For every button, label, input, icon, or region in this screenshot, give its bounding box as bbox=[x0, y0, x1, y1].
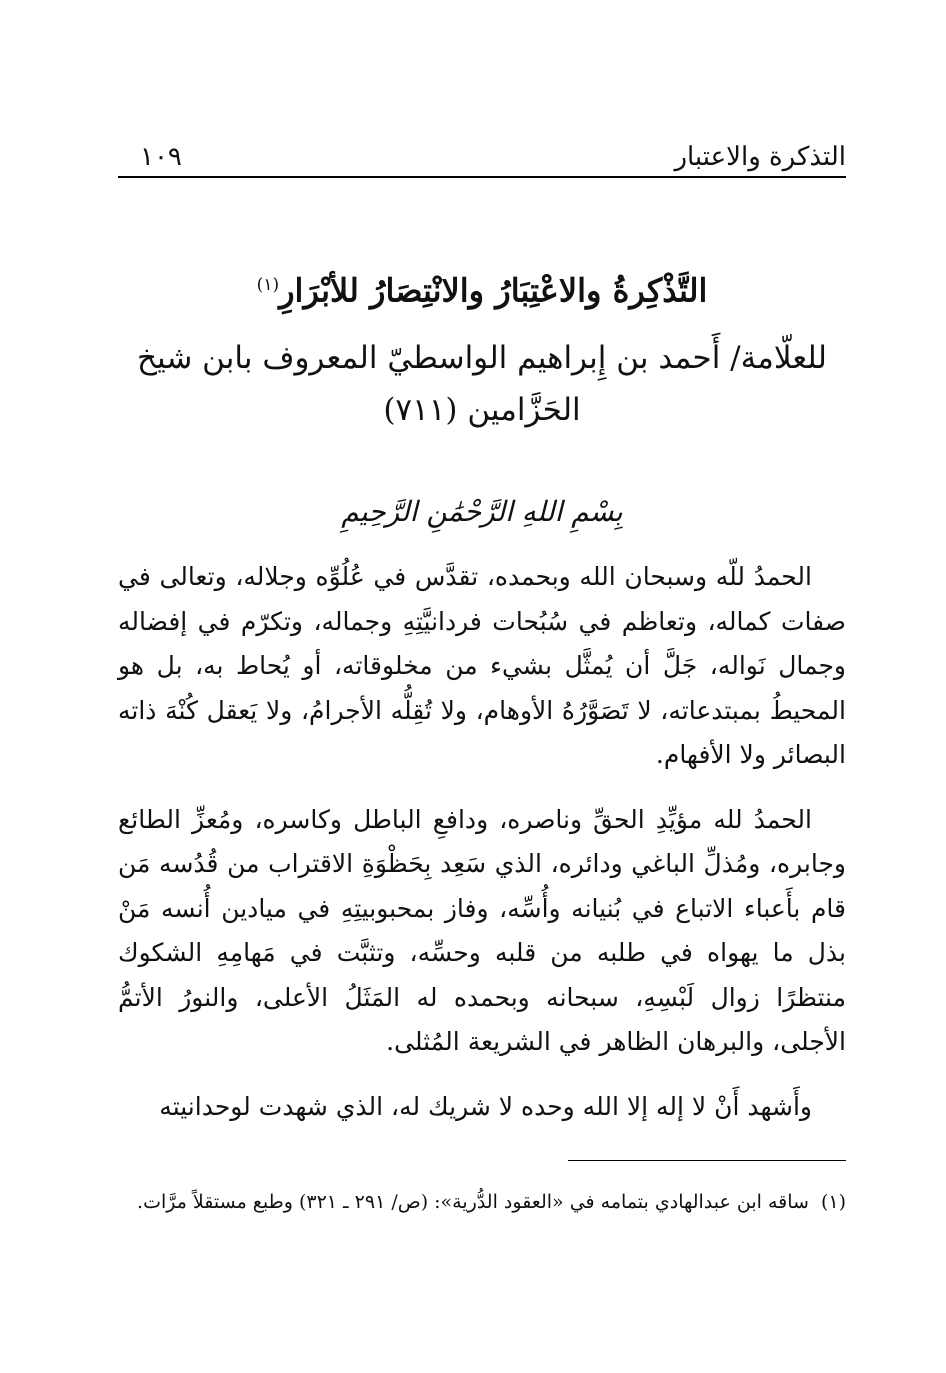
footnote bbox=[118, 1186, 846, 1218]
footnote-separator bbox=[568, 1160, 846, 1161]
footnote-text: ساقه ابن عبدالهادي بتمامه في «العقود الدُّرية»: (ص/ ٢٩١ ـ ٣٢١) وطبع مستقلاً مرَّات. bbox=[137, 1191, 809, 1213]
author-line-2: الحَزَّامين (٧١١) bbox=[383, 392, 581, 428]
paragraph-3: وأَشهد أَنْ لا إله إلا الله وحده لا شريك له، الذي شهدت لوحدانيته bbox=[159, 1091, 812, 1121]
footnote-marker: (١) bbox=[820, 1191, 846, 1213]
treatise-title bbox=[118, 258, 846, 318]
running-title: التذكرة والاعتبار bbox=[674, 142, 846, 172]
page-number: ١٠٩ bbox=[140, 142, 182, 172]
page-header bbox=[118, 140, 846, 178]
main-text bbox=[118, 555, 846, 1149]
basmala: بِسْمِ اللهِ الرَّحْمَٰنِ الرَّحِيمِ bbox=[341, 495, 623, 528]
author-attribution bbox=[118, 332, 846, 436]
treatise-title-text: التَّذْكِرةُ والاعْتِبَارُ والانْتِصَارُ للأبْرَارِ bbox=[279, 271, 708, 310]
title-footnote-ref: (١) bbox=[256, 275, 280, 295]
paragraph-1: الحمدُ للّه وسبحان الله وبحمده، تقدَّس في عُلُوِّه وجلاله، وتعالى في صفات كماله، وتعاظم في سُبُحات فردانيَّتِهِ وجماله، وتكرّم في إفضاله وجمال نَواله، جَلَّ أن يُمثَّل بشيء من مخلوقاته، أو يُحاط به، بل هو المحيطُ بمبتدعاته، لا تَصَوَّرُهُ الأوهام، ولا تُقِلُّه الأجرامُ، ولا يَعقل كُنْهَ ذاته البصائر ولا الأفهام. bbox=[118, 562, 846, 769]
paragraph-2: الحمدُ لله مؤيِّدِ الحقِّ وناصره، ودافعِ الباطل وكاسره، ومُعزِّ الطائع وجابره، ومُذلِّ الباغي ودائره، الذي سَعِد بِحَظْوَةِ الاقتراب من قُدُسه مَن قام بأَعباء الاتباع في بُنيانه وأُسِّه، وفاز بمحبوبيتِهِ في ميادين أُنسه مَنْ بذل ما يهواه في طلبه من قلبه وحسِّه، وتثبَّت في مَهامِهِ الشكوك منتظرًا زوال لَبْسِهِ، سبحانه وبحمده له المَثَلُ الأعلى، والنورُ الأتمُّ الأجلى، والبرهان الظاهر في الشريعة المُثلى. bbox=[118, 804, 846, 1056]
author-line-1: للعلّامة/ أَحمد بن إِبراهيم الواسطيّ المعروف بابن شيخ bbox=[136, 340, 827, 376]
